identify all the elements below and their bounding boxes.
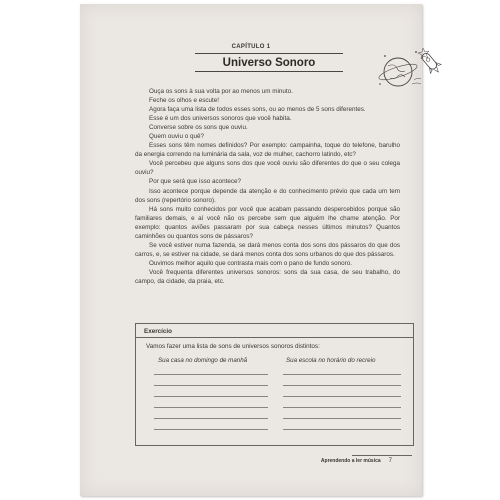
book-page <box>80 4 422 496</box>
paragraph: Ouça os sons à sua volta por ao menos um minuto. <box>149 88 293 95</box>
exercise-title: Exercício <box>144 328 173 335</box>
paragraph: Esse é um dos universos sonoros que você habita. <box>149 115 292 123</box>
paragraph: Você frequenta diferentes universos sonoros: sons da sua casa, de seu trabalho, do campo, da cidade, da praia, etc. <box>135 268 400 285</box>
answer-line[interactable] <box>154 374 268 375</box>
paragraph: Por que será que isso acontece? <box>149 178 242 186</box>
running-title: Aprendendo a ler música <box>320 458 381 464</box>
chapter-label: CAPÍTULO 1 <box>231 44 271 50</box>
answer-line[interactable] <box>154 418 268 419</box>
exercise-box <box>135 323 414 446</box>
column-header-school: Sua escola no horário do recreio <box>286 357 376 364</box>
chapter-title: Universo Sonoro <box>222 57 316 69</box>
answer-line[interactable] <box>283 418 401 419</box>
answer-line[interactable] <box>154 407 268 408</box>
paragraph: Você percebeu que alguns sons dos que você ouviu são diferentes do que o seu colega ouviu? <box>135 160 400 177</box>
paragraph: Se você estiver numa fazenda, se dará menos conta dos sons dos pássaros do que dos carros, e, se estiver na cidade, se dará menos conta dos sons urbanos do que dos pássaros. <box>135 241 400 258</box>
paragraph: Há sons muito conhecidos por você que acabam passando despercebidos porque são familiares demais, e aí você não os percebe sem que alguém lhe chame atenção. Por exemplo: quantos aviões passaram por sua cabeça nesses últimos minutos? Quantos caminhões ou quantos sons de pássaros? <box>135 205 400 240</box>
column-header-home: Sua casa no domingo de manhã <box>158 357 248 364</box>
answer-line[interactable] <box>283 407 401 408</box>
answer-line[interactable] <box>154 385 268 386</box>
paragraph: Feche os olhos e escute! <box>149 97 220 105</box>
paragraph: Quem ouviu o quê? <box>149 133 204 141</box>
body-text <box>135 87 400 286</box>
answer-line[interactable] <box>154 429 268 430</box>
page-number: 7 <box>388 458 392 464</box>
paragraph: Agora faça uma lista de todos esses sons, ou ao menos de 5 sons diferentes. <box>149 106 366 114</box>
answer-line[interactable] <box>154 396 268 397</box>
page-footer <box>321 458 392 464</box>
title-bottom-rule <box>195 71 343 72</box>
answer-line[interactable] <box>283 385 401 386</box>
answer-line[interactable] <box>283 429 401 430</box>
answer-line[interactable] <box>283 396 401 397</box>
answer-line[interactable] <box>283 374 401 375</box>
exercise-instruction: Vamos fazer uma lista de sons de universos sonoros distintos: <box>146 343 320 350</box>
footer-rule <box>352 455 412 456</box>
paragraph: Ouvimos melhor aquilo que contrasta mais com o pano de fundo sonoro. <box>149 259 353 267</box>
title-top-rule <box>195 53 343 54</box>
paragraph: Converse sobre os sons que ouviu. <box>149 124 248 132</box>
exercise-divider <box>136 337 413 338</box>
paragraph: Esses sons têm nomes definidos? Por exemplo: campainha, toque do telefone, barulho da energia correndo na luminária da sala, voz de mulher, cachorro latindo, etc? <box>135 142 400 159</box>
paragraph: Isso acontece porque depende da atenção e do conhecimento prévio que cada um tem dos sons (repertório sonoro). <box>135 187 400 204</box>
